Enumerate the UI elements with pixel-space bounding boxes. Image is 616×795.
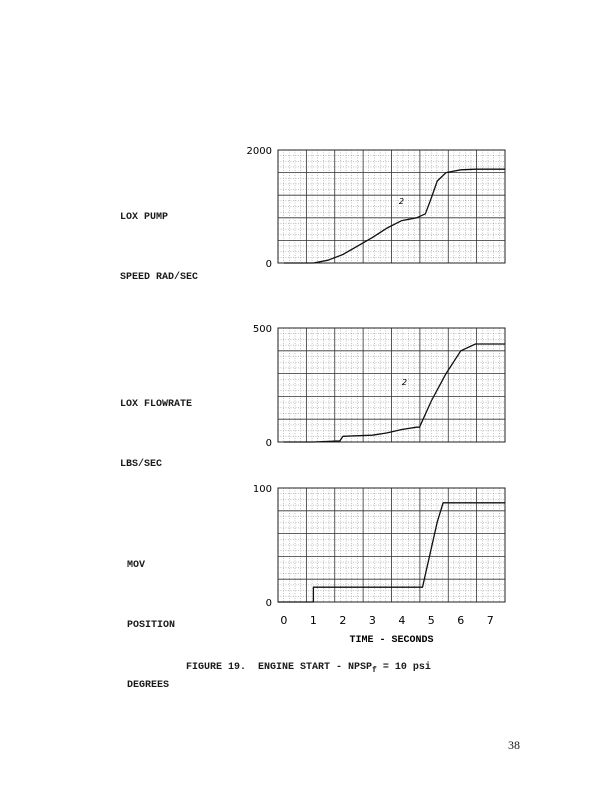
chart3-xtick-label: 1 — [309, 614, 317, 627]
chart1-annotation: 2 — [398, 197, 404, 207]
chart3-xtick-label: 2 — [339, 614, 347, 627]
page-number: 38 — [508, 738, 520, 752]
chart3-ylabel-line: DEGREES — [127, 680, 170, 691]
chart1-ylabel-line: SPEED RAD/SEC — [120, 272, 199, 283]
chart3-xtick-label: 0 — [280, 614, 288, 627]
chart3-ylabel-line: POSITION — [127, 620, 176, 631]
caption-prefix: FIGURE 19. ENGINE START - NPSP — [186, 662, 373, 673]
caption-suffix: = 10 psi — [376, 662, 431, 673]
chart1-ytick-label: 2000 — [246, 146, 272, 157]
chart3-xtick-label: 7 — [486, 614, 494, 627]
chart2-annotation: 2 — [401, 378, 407, 387]
caption-subscript: f — [372, 666, 377, 675]
chart3-xtick-label: 3 — [368, 614, 376, 627]
chart3-xtick-label: 6 — [457, 614, 465, 627]
chart1-ylabel-line: LOX PUMP — [120, 212, 169, 223]
figure-caption — [186, 662, 431, 675]
chart3-xtick-label: 4 — [398, 614, 406, 627]
chart2-ytick-label: 500 — [252, 324, 272, 335]
chart1-ytick-label: 0 — [265, 259, 272, 270]
chart3-xlabel: TIME - SECONDS — [349, 635, 434, 646]
chart2-ylabel-line: LOX FLOWRATE — [120, 399, 193, 410]
chart1-series-line — [284, 169, 505, 263]
chart3-xtick-label: 5 — [427, 614, 435, 627]
chart2-ytick-label: 0 — [265, 438, 272, 449]
chart3-ylabel-line: MOV — [127, 560, 146, 571]
chart3-ytick-label: 0 — [265, 598, 272, 609]
chart2-series-line — [284, 344, 505, 442]
chart3-ytick-label: 100 — [252, 484, 272, 495]
chart2-ylabel-line: LBS/SEC — [120, 459, 163, 470]
